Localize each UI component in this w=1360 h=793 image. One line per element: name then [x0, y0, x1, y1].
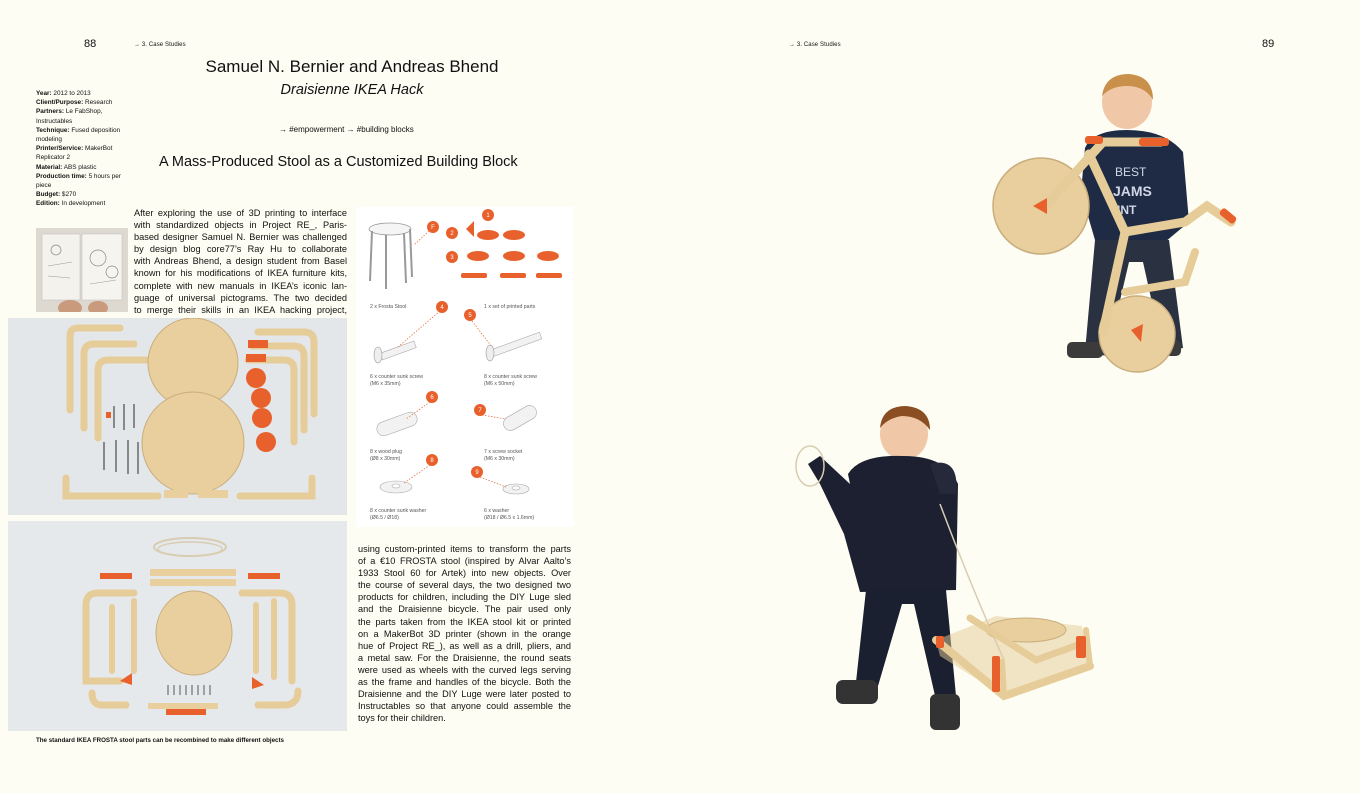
page-number-left: 88	[84, 38, 97, 50]
diagram-label: 7 x screw socket	[484, 449, 523, 455]
meta-row: Budget: $270	[36, 191, 77, 199]
draisienne-photo	[985, 72, 1245, 392]
diagram-label: (Ø8 x 30mm)	[370, 456, 401, 462]
running-head-right: → 3. Case Studies	[789, 42, 841, 48]
body-text-column-2: using custom-printed items to transform the parts of a €10 FROSTA stool (inspired by Alvar Aalto’s 1933 Stool 60 for Artek) into new objects. Over the course of several days, the two designed two products for children, including the DIY Luge sled and the Draisienne bicycle. The pair used only the parts taken from the IKEA stool kit or printed on a MakerBot 3D printer (shown in the orange hue of Project RE_), as well as a drill, pliers, and a metal saw. For the Draisienne, the round seats were used as wheels with the curved legs serving as the frame and handles of the bicycle. Both the Draisienne and the DIY Luge were later posted to Instructables so that anyone could assemble the toys for their children.	[358, 544, 571, 724]
article-subtitle: Draisienne IKEA Hack	[280, 82, 424, 98]
luge-photo	[790, 404, 1100, 744]
diagram-label: 8 x counter sunk screw	[484, 374, 538, 380]
section-heading: A Mass-Produced Stool as a Customized Building Block	[159, 154, 518, 170]
diagram-marker: 1	[486, 213, 490, 219]
diagram-label: (M6 x 35mm)	[370, 381, 401, 387]
diagram-marker: 2	[450, 231, 454, 237]
project-metadata	[36, 89, 126, 209]
diagram-marker: 9	[475, 470, 479, 476]
diagram-label: (Ø6.5 / Ø18)	[370, 515, 399, 521]
parts-diagram	[356, 207, 574, 527]
meta-row: Printer/Service: MakerBot Replicator 2	[36, 145, 113, 162]
parts-diagram-illustration	[356, 207, 574, 527]
sketchbook-photo	[36, 228, 128, 312]
meta-row: Client/Purpose: Research	[36, 99, 113, 107]
diagram-label: 6 x counter sunk screw	[370, 374, 424, 380]
diagram-label: 8 x wood plug	[370, 449, 403, 455]
child-with-bicycle-illustration	[985, 72, 1245, 392]
meta-row: Edition: In development	[36, 200, 106, 208]
article-title: Samuel N. Bernier and Andreas Bhend	[205, 57, 499, 76]
diagram-label: 6 x washer	[484, 508, 510, 514]
child-with-luge-illustration	[790, 404, 1100, 744]
diagram-label: 8 x counter sunk washer	[370, 508, 427, 514]
diagram-marker: F	[431, 225, 435, 231]
diagram-marker: 7	[478, 408, 482, 414]
figure-caption: The standard IKEA FROSTA stool parts can be recombined to make different objects	[36, 737, 284, 744]
diagram-label: 1 x set of printed parts	[484, 304, 536, 310]
body-text-column-1: After exploring the use of 3D printing to interface with standardized objects in Project RE_, Paris- based designer Samuel N. Bernier was challenged by design blog core77’s Ray Hu to collaborate with Andreas Bhend, a design student from Basel known for his modifications of IKEA furniture kits, complete with new manuals in IKEA’s iconic lan- guage of universal pictograms. The two decided to merge their skills in an IKEA hacking project,	[134, 208, 347, 315]
meta-row: Material: ABS plastic	[36, 163, 97, 171]
meta-row: Partners: Le FabShop, Instructables	[36, 108, 103, 125]
stool-parts-photo-1	[8, 318, 347, 515]
running-head-left: → 3. Case Studies	[134, 42, 186, 48]
diagram-label: (M6 x 30mm)	[484, 456, 515, 462]
meta-row: Production time: 5 hours per piece	[36, 172, 121, 190]
stool-parts-illustration-1	[8, 318, 347, 515]
stool-parts-illustration-2	[8, 521, 347, 731]
page-number-right: 89	[1262, 38, 1275, 50]
tags-line: → #empowerment → #building blocks	[279, 125, 414, 134]
diagram-marker: 6	[430, 395, 434, 401]
shirt-print: INT	[1117, 203, 1137, 217]
shirt-print: JAMS	[1113, 183, 1152, 199]
meta-row: Year: 2012 to 2013	[36, 90, 91, 97]
diagram-label: 2 x Frosta Stool	[370, 304, 407, 310]
diagram-marker: 8	[430, 458, 434, 464]
diagram-label: (M6 x 50mm)	[484, 381, 515, 387]
diagram-marker: 3	[450, 255, 454, 261]
diagram-marker: 5	[468, 313, 472, 319]
meta-row: Technique: Fused deposition modeling	[36, 126, 121, 144]
shirt-print: BEST	[1115, 165, 1147, 179]
sketchbook-illustration	[36, 228, 128, 312]
diagram-marker: 4	[440, 305, 444, 311]
diagram-label: (Ø18 / Ø6.5 x 1.6mm)	[484, 515, 535, 521]
stool-parts-photo-2	[8, 521, 347, 731]
